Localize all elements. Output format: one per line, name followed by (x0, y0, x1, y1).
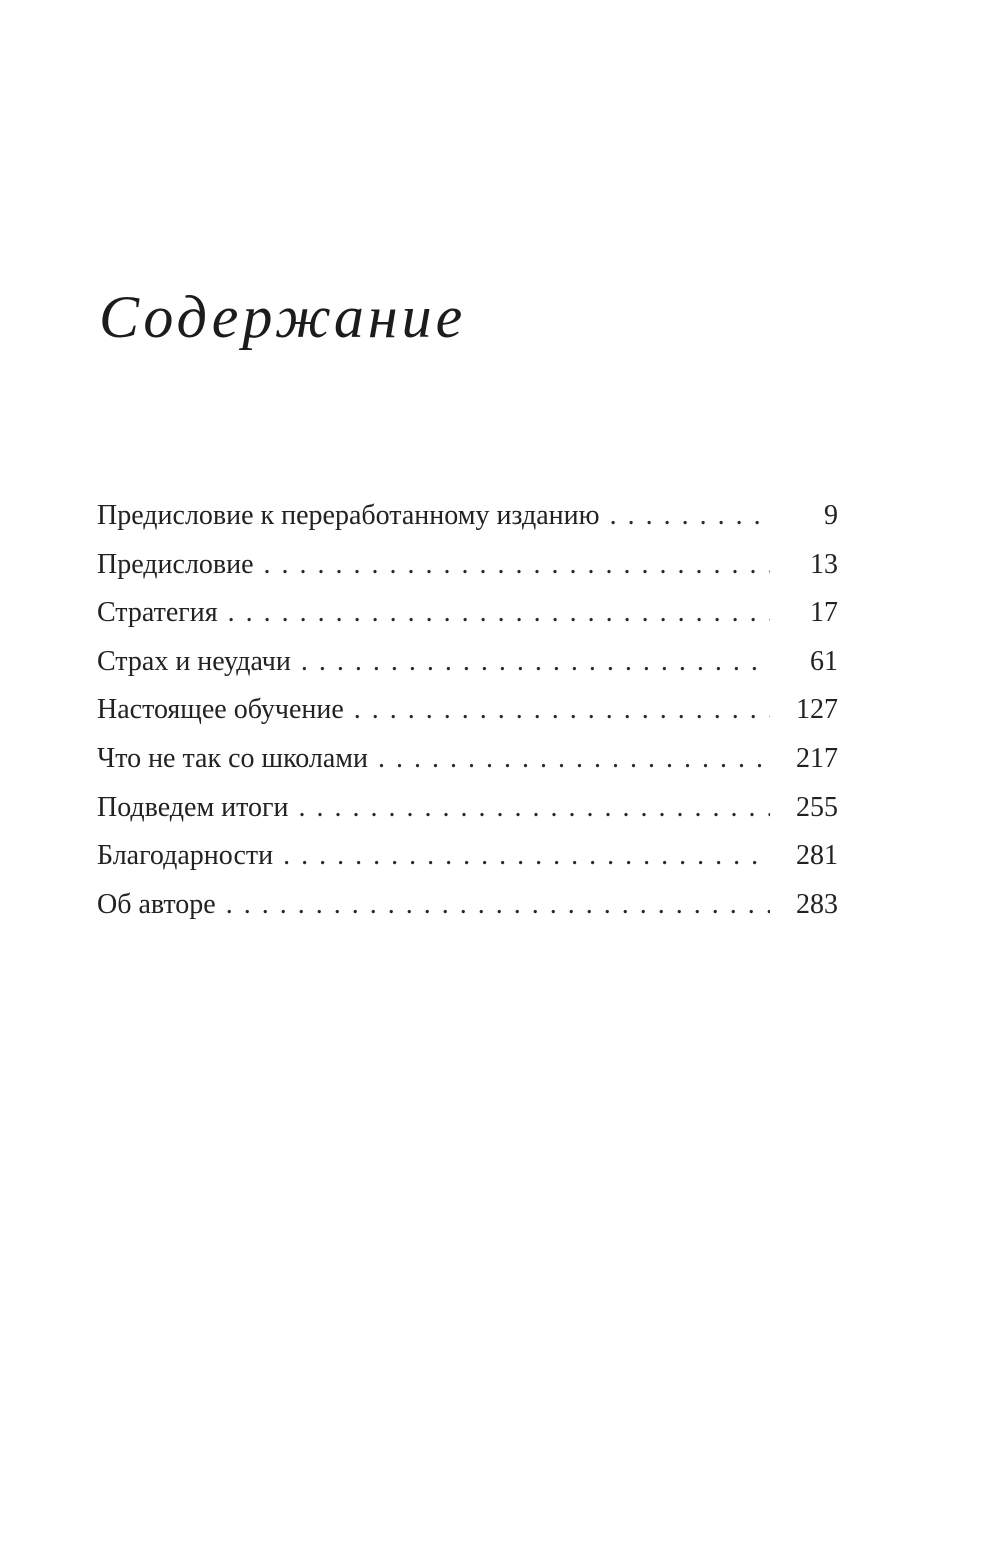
page-title: Содержание (99, 284, 467, 351)
toc-entry-page: 255 (796, 791, 838, 823)
dot-leader (226, 881, 770, 930)
toc-row (97, 784, 838, 833)
toc-entry-title: Предисловие к переработанному изданию (97, 500, 600, 531)
toc-entry-title: Благодарности (97, 840, 274, 872)
toc-entry-page: 217 (796, 742, 838, 774)
dot-leader (283, 832, 770, 881)
toc-entry-title: Страх и неудачи (97, 645, 291, 677)
dot-leader (610, 492, 770, 541)
toc-entry-title: Об авторе (97, 888, 216, 920)
toc-list (97, 492, 838, 929)
toc-row (97, 686, 838, 735)
dot-leader (301, 638, 770, 687)
toc-entry-page: 127 (796, 694, 838, 726)
toc-entry-title: Предисловие (97, 548, 254, 580)
dot-leader (378, 735, 770, 784)
toc-row (97, 541, 838, 590)
toc-entry-title: Подведем итоги (97, 791, 289, 823)
toc-entry-page: 61 (810, 645, 838, 677)
dot-leader (228, 589, 770, 638)
toc-entry-page: 9 (824, 500, 838, 531)
toc-row (97, 638, 838, 687)
toc-entry-page: 13 (810, 548, 838, 580)
toc-row (97, 589, 838, 638)
dot-leader (264, 541, 770, 590)
toc-entry-title: Настоящее обучение (97, 694, 344, 726)
toc-row (97, 735, 838, 784)
toc-row (97, 492, 838, 541)
dot-leader (299, 784, 771, 833)
toc-entry-title: Стратегия (97, 597, 218, 629)
toc-entry-page: 281 (796, 840, 838, 872)
toc-row (97, 832, 838, 881)
toc-entry-page: 17 (810, 597, 838, 629)
toc-entry-title: Что не так со школами (97, 742, 368, 774)
toc-row (97, 881, 838, 930)
dot-leader (354, 686, 770, 735)
toc-entry-page: 283 (796, 888, 838, 920)
